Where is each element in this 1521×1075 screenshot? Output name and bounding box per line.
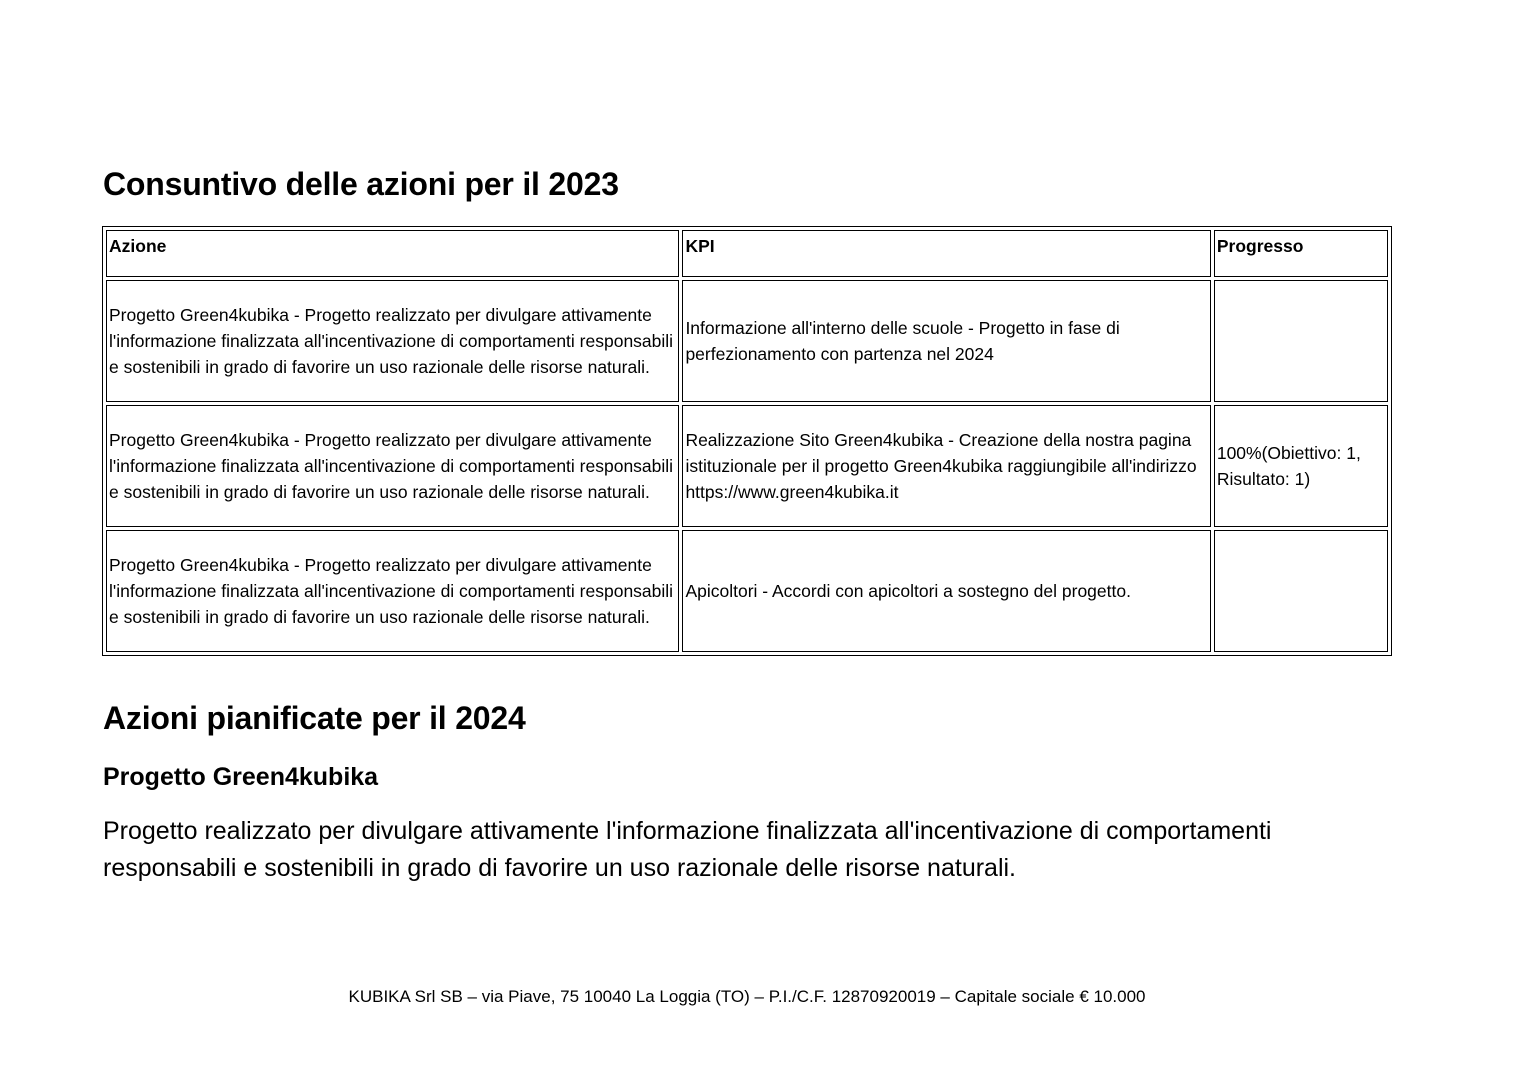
cell-kpi: Realizzazione Sito Green4kubika - Creazione della nostra pagina istituzionale per il progetto Green4kubika raggiungibile all'indirizzo https://www.green4kubika.it [682, 405, 1210, 527]
project-subtitle: Progetto Green4kubika [103, 763, 379, 791]
cell-kpi: Apicoltori - Accordi con apicoltori a sostegno del progetto. [682, 530, 1210, 652]
section-title-2024: Azioni pianificate per il 2024 [103, 700, 526, 736]
actions-table [102, 226, 1392, 656]
cell-azione: Progetto Green4kubika - Progetto realizzato per divulgare attivamente l'informazione finalizzata all'incentivazione di comportamenti responsabili e sostenibili in grado di favorire un uso razionale delle risorse naturali. [106, 530, 679, 652]
header-progresso: Progresso [1214, 230, 1388, 277]
header-kpi: KPI [682, 230, 1210, 277]
cell-azione: Progetto Green4kubika - Progetto realizzato per divulgare attivamente l'informazione finalizzata all'incentivazione di comportamenti responsabili e sostenibili in grado di favorire un uso razionale delle risorse naturali. [106, 405, 679, 527]
table-row [106, 280, 1388, 402]
table-row [106, 530, 1388, 652]
cell-progresso [1214, 280, 1388, 402]
cell-kpi: Informazione all'interno delle scuole - Progetto in fase di perfezionamento con partenza nel 2024 [682, 280, 1210, 402]
page-footer: KUBIKA Srl SB – via Piave, 75 10040 La Loggia (TO) – P.I./C.F. 12870920019 – Capitale sociale € 10.000 [348, 987, 1146, 1006]
cell-azione: Progetto Green4kubika - Progetto realizzato per divulgare attivamente l'informazione finalizzata all'incentivazione di comportamenti responsabili e sostenibili in grado di favorire un uso razionale delle risorse naturali. [106, 280, 679, 402]
project-description: Progetto realizzato per divulgare attivamente l'informazione finalizzata all'incentivazione di comportamenti responsabili e sostenibili in grado di favorire un uso razionale delle risorse naturali. [103, 817, 1272, 882]
table-header-row [106, 230, 1388, 277]
cell-progresso [1214, 530, 1388, 652]
actions-table-container [102, 226, 1392, 656]
table-row [106, 405, 1388, 527]
header-azione: Azione [106, 230, 679, 277]
section-title-2023: Consuntivo delle azioni per il 2023 [103, 166, 619, 202]
cell-progresso: 100%(Obiettivo: 1, Risultato: 1) [1214, 405, 1388, 527]
